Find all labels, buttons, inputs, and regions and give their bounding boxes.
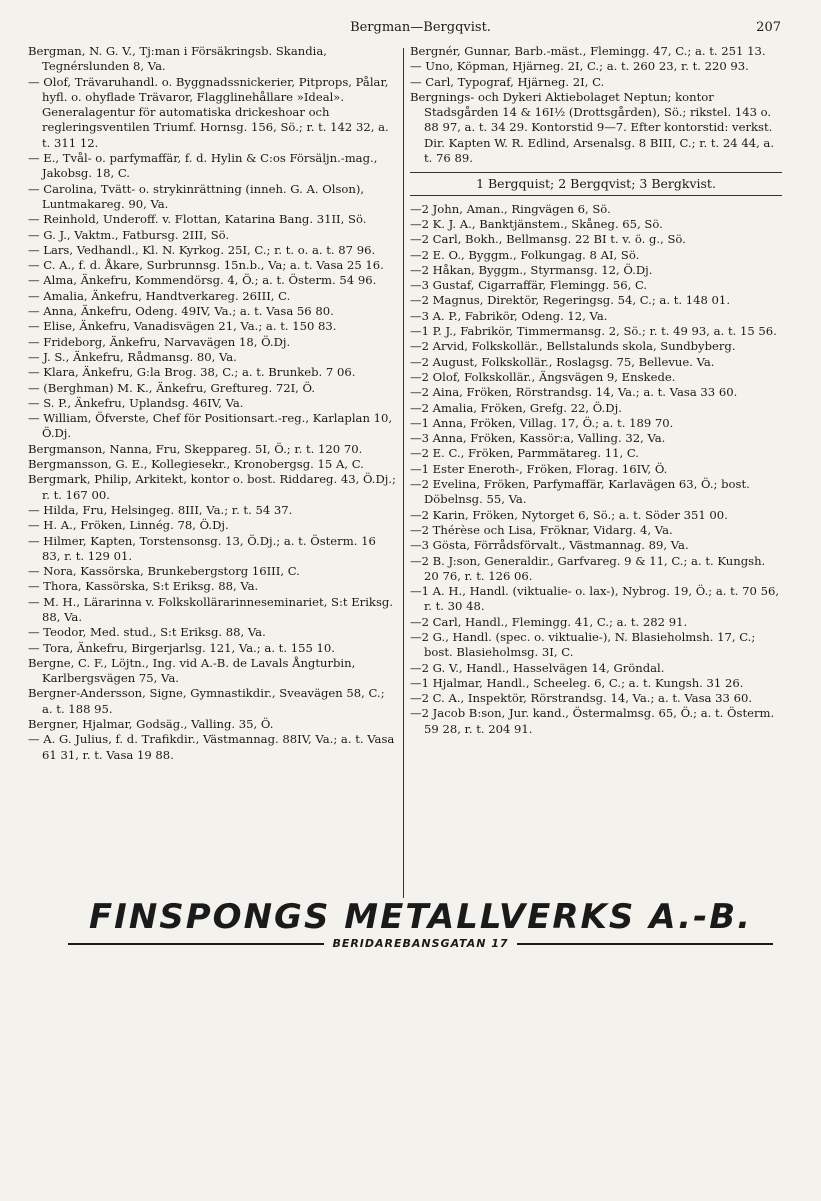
address-rule-right [517, 943, 773, 945]
directory-entry: —1 Hjalmar, Handl., Scheeleg. 6, C.; a. t. Kungsh. 31 26. [410, 675, 744, 690]
directory-entry: — H. A., Fröken, Linnég. 78, Ö.Dj. [28, 518, 229, 533]
directory-entry: — Teodor, Med. stud., S:t Eriksg. 88, Va. [28, 625, 266, 640]
directory-entry: Bergner, Hjalmar, Godsäg., Valling. 35, Ö. [28, 717, 274, 732]
directory-entry: Bergnér, Gunnar, Barb.-mäst., Flemingg. 47, C.; a. t. 251 13. [410, 44, 766, 58]
directory-entry: — Klara, Änkefru, G:la Brog. 38, C.; a. t. Brunkeb. 7 06. [28, 365, 356, 380]
section-heading: 1 Bergquist; 2 Bergqvist; 3 Bergkvist. [410, 172, 782, 195]
directory-entry: Bergnings- och Dykeri Aktiebolaget Neptun; kontor Stadsgården 14 & 16I½ (Drottsgården), Sö.; rikstel. 143 o. 88 97, a. t. 34 29. Kontorstid 9—7. Efter kontorstid: verkst. Dir. Kapten W. R. Edlind, Arsenalsg. 8 BIII, C.; r. t. 24 44, a. t. 76 89. [410, 89, 775, 166]
directory-entry: — Lars, Vedhandl., Kl. N. Kyrkog. 25I, C.; r. t. o. a. t. 87 96. [28, 242, 376, 257]
directory-entry: —2 G., Handl. (spec. o. viktualie-), N. Blasieholmsh. 17, C.; bost. Blasieholmsg. 3I, C. [410, 629, 756, 660]
directory-entry: —1 P. J., Fabrikör, Timmermansg. 2, Sö.; r. t. 49 93, a. t. 15 56. [410, 324, 777, 339]
directory-entry: —2 K. J. A., Banktjänstem., Skåneg. 65, Sö. [410, 216, 663, 231]
directory-entry: Bergne, C. F., Löjtn., Ing. vid A.-B. de Lavals Ångturbin, Karlbergsvägen 75, Va. [28, 655, 356, 686]
directory-entry: —2 John, Aman., Ringvägen 6, Sö. [410, 201, 611, 216]
directory-entry: — Uno, Köpman, Hjärneg. 2I, C.; a. t. 260 23, r. t. 220 93. [410, 59, 749, 74]
right-column-top [410, 44, 782, 166]
directory-entry: — Hilda, Fru, Helsingeg. 8III, Va.; r. t. 54 37. [28, 502, 293, 517]
directory-entry: Bergmanson, Nanna, Fru, Skeppareg. 5I, Ö.; r. t. 120 70. [28, 441, 363, 456]
directory-entry: — Elise, Änkefru, Vanadisvägen 21, Va.; a. t. 150 83. [28, 319, 337, 334]
page-header [60, 20, 781, 40]
directory-entry: Bergner-Andersson, Signe, Gymnastikdir., Sveavägen 58, C.; a. t. 188 95. [28, 686, 385, 716]
directory-entry: — Alma, Änkefru, Kommendörsg. 4, Ö.; a. t. Österm. 54 96. [28, 273, 377, 288]
directory-entry: —2 Amalia, Fröken, Grefg. 22, Ö.Dj. [410, 400, 622, 415]
directory-entry: — S. P., Änkefru, Uplandsg. 46IV, Va. [28, 395, 244, 410]
directory-entry: —3 Anna, Fröken, Kassör:a, Valling. 32, Va. [410, 431, 666, 446]
directory-entry: —2 Carl, Handl., Flemingg. 41, C.; a. t. 282 91. [410, 614, 688, 629]
directory-entry: —2 Olof, Folkskollär., Ängsvägen 9, Enskede. [410, 369, 676, 384]
directory-entry: —1 Ester Eneroth-, Fröken, Florag. 16IV, Ö. [410, 461, 668, 476]
directory-entry: —2 Carl, Bokh., Bellmansg. 22 BI t. v. ö. g., Sö. [410, 232, 686, 247]
directory-entry: Bergmansson, G. E., Kollegiesekr., Kronobergsg. 15 A, C. [28, 457, 364, 472]
directory-entry: —2 Aina, Fröken, Rörstrandsg. 14, Va.; a. t. Vasa 33 60. [410, 385, 738, 400]
advertisement-footer [60, 897, 781, 950]
advertiser-address-line [60, 937, 781, 950]
advertiser-name: FINSPONGS METALLVERKS A.-B. [88, 897, 753, 937]
directory-entry: — Amalia, Änkefru, Handtverkareg. 26III, C. [28, 288, 291, 303]
directory-entry: —3 Gösta, Förrådsförvalt., Västmannag. 89, Va. [410, 538, 689, 553]
directory-entry: — J. S., Änkefru, Rådmansg. 80, Va. [28, 349, 237, 364]
left-column [28, 44, 396, 763]
directory-entry: — (Berghman) M. K., Änkefru, Greftureg. 72I, Ö. [28, 380, 316, 395]
directory-entry: —2 B. J:son, Generaldir., Garfvareg. 9 & 11, C.; a. t. Kungsh. 20 76, r. t. 126 06. [410, 553, 766, 583]
column-divider [403, 48, 404, 898]
directory-entry: — Carl, Typograf, Hjärneg. 2I, C. [410, 74, 605, 89]
directory-entry: — Anna, Änkefru, Odeng. 49IV, Va.; a. t. Vasa 56 80. [28, 304, 334, 319]
directory-entry: —3 A. P., Fabrikör, Odeng. 12, Va. [410, 308, 608, 323]
directory-entry: — William, Öfverste, Chef för Positionsart.-reg., Karlaplan 10, Ö.Dj. [28, 411, 393, 441]
directory-entry: — C. A., f. d. Åkare, Surbrunnsg. 15n.b., Va; a. t. Vasa 25 16. [28, 258, 384, 273]
right-column [410, 44, 782, 737]
directory-entry: — Reinhold, Underoff. v. Flottan, Katarina Bang. 31II, Sö. [28, 212, 367, 227]
directory-entry: — G. J., Vaktm., Fatbursg. 2III, Sö. [28, 227, 230, 242]
directory-entry: —2 Evelina, Fröken, Parfymaffär, Karlavägen 63, Ö.; bost. Döbelnsg. 55, Va. [410, 477, 750, 507]
directory-entry: —2 Arvid, Folkskollär., Bellstalunds skola, Sundbyberg. [410, 339, 736, 354]
directory-entry: —2 Jacob B:son, Jur. kand., Östermalmsg. 65, Ö.; a. t. Österm. 59 28, r. t. 204 91. [410, 706, 775, 736]
directory-entry: — Hilmer, Kapten, Torstensonsg. 13, Ö.Dj.; a. t. Österm. 16 83, r. t. 129 01. [28, 533, 376, 563]
directory-entry: — Frideborg, Änkefru, Narvavägen 18, Ö.Dj. [28, 334, 291, 349]
directory-entry: —1 Anna, Fröken, Villag. 17, Ö.; a. t. 189 70. [410, 415, 674, 430]
directory-entry: — Nora, Kassörska, Brunkebergstorg 16III, C. [28, 564, 300, 579]
directory-entry: —2 E. C., Fröken, Parmmätareg. 11, C. [410, 446, 639, 461]
directory-entry: — A. G. Julius, f. d. Trafikdir., Västmannag. 88IV, Va.; a. t. Vasa 61 31, r. t. Vasa 19 88. [28, 732, 395, 762]
directory-entry: —2 C. A., Inspektör, Rörstrandsg. 14, Va.; a. t. Vasa 33 60. [410, 691, 753, 706]
page-number: 207 [756, 20, 781, 35]
directory-entry: —3 Gustaf, Cigarraffär, Flemingg. 56, C. [410, 278, 648, 293]
right-column-bottom [410, 202, 782, 737]
directory-entry: — Tora, Änkefru, Birgerjarlsg. 121, Va.; a. t. 155 10. [28, 640, 335, 655]
directory-entry: Bergmark, Philip, Arkitekt, kontor o. bost. Riddareg. 43, Ö.Dj.; r. t. 167 00. [28, 472, 396, 502]
directory-entry: — Olof, Trävaruhandl. o. Byggnadssnickerier, Pitprops, Pålar, hyfl. o. ohyflade Trävaror, Flagglinehållare »Ideal». Generalagentur för automatiska drickeshoar och regleringsventilen Triumf. Hornsg. 156, Sö.; r. t. 142 32, a. t. 311 12. [28, 74, 389, 150]
address-rule-left [68, 943, 324, 945]
running-head: Bergman—Bergqvist. [350, 20, 491, 35]
directory-entry: — M. H., Lärarinna v. Folkskollärarinneseminariet, S:t Eriksg. 88, Va. [28, 594, 394, 624]
directory-entry: —2 G. V., Handl., Hasselvägen 14, Gröndal. [410, 660, 665, 675]
directory-entry: —2 Karin, Fröken, Nytorget 6, Sö.; a. t. Söder 351 00. [410, 507, 728, 522]
directory-entry: —2 Håkan, Byggm., Styrmansg. 12, Ö.Dj. [410, 262, 653, 277]
directory-entry: — E., Tvål- o. parfymaffär, f. d. Hylin & C:os Försäljn.-mag., Jakobsg. 18, C. [28, 151, 378, 181]
directory-entry: —2 Magnus, Direktör, Regeringsg. 54, C.; a. t. 148 01. [410, 293, 730, 308]
directory-entry: —1 A. H., Handl. (viktualie- o. lax-), Nybrog. 19, Ö.; a. t. 70 56, r. t. 30 48. [410, 584, 780, 614]
directory-entry: — Thora, Kassörska, S:t Eriksg. 88, Va. [28, 579, 259, 594]
directory-entry: —2 E. O., Byggm., Folkungag. 8 AI, Sö. [410, 247, 640, 262]
directory-entry: Bergman, N. G. V., Tj:man i Försäkringsb. Skandia, Tegnérslunden 8, Va. [28, 44, 327, 74]
directory-entry: —2 Thérèse och Lisa, Fröknar, Vidarg. 4, Va. [410, 522, 673, 537]
directory-entry: — Carolina, Tvätt- o. strykinrättning (inneh. G. A. Olson), Luntmakareg. 90, Va. [28, 181, 365, 211]
directory-entry: —2 August, Folkskollär., Roslagsg. 75, Bellevue. Va. [410, 354, 715, 369]
advertiser-address: BERIDAREBANSGATAN 17 [332, 937, 509, 950]
